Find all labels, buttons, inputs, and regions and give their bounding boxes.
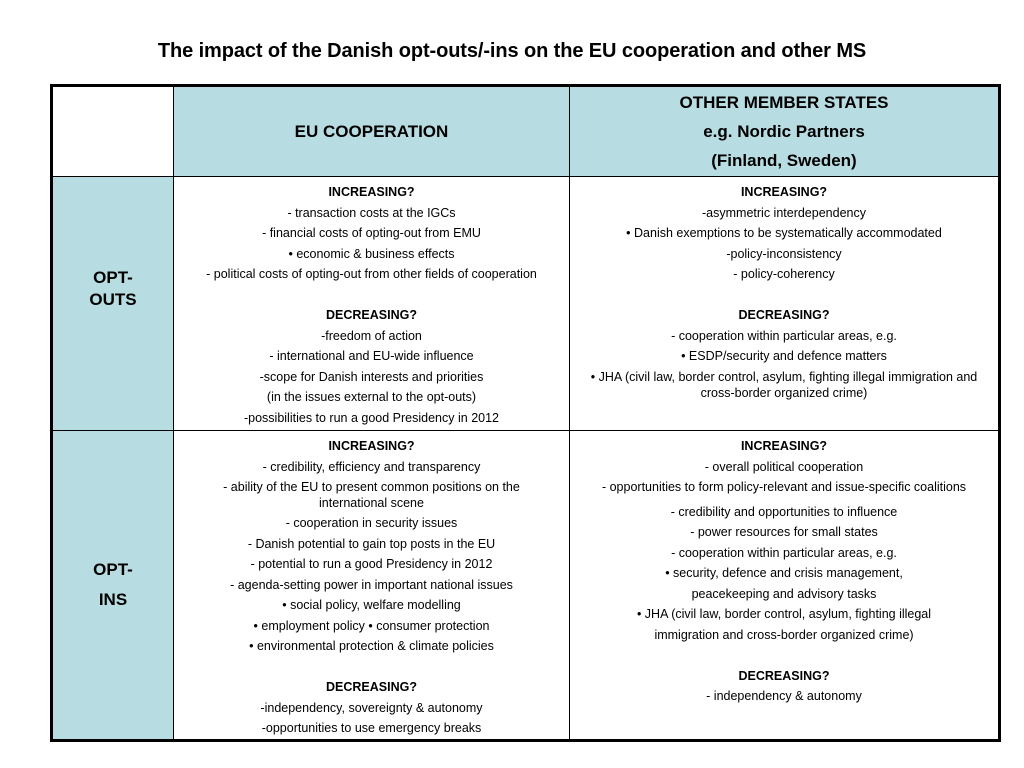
list-item: - overall political cooperation	[704, 459, 864, 474]
list-item: - financial costs of opting-out from EMU	[262, 226, 481, 240]
list-item: • employment policy • consumer protection	[253, 618, 490, 633]
list-item: -asymmetric interdependency	[702, 205, 866, 220]
spacer	[174, 657, 569, 678]
list-item: • ESDP/security and defence matters	[681, 349, 887, 363]
list-item: - credibility, efficiency and transparency	[262, 459, 481, 474]
section-heading: INCREASING?	[328, 185, 415, 199]
opt-outs-label-line-1: OPT-	[93, 268, 133, 287]
other-header-line-2: e.g. Nordic Partners	[703, 122, 865, 141]
opt-outs-label-line-2: OUTS	[89, 290, 137, 309]
corner-cell	[52, 86, 174, 177]
list-item: - opportunities to form policy-relevant and issue-specific coalitions	[601, 480, 967, 494]
slide-title: The impact of the Danish opt-outs/-ins on the EU cooperation and other MS	[157, 40, 867, 62]
list-item: peacekeeping and advisory tasks	[691, 586, 877, 601]
other-member-states-header	[570, 86, 1000, 177]
list-item: - independency & autonomy	[706, 689, 862, 703]
spacer	[570, 645, 998, 666]
list-item: • JHA (civil law, border control, asylum, fighting illegal	[636, 607, 932, 621]
section-heading: INCREASING?	[328, 439, 415, 453]
section-heading: DECREASING?	[326, 680, 417, 694]
list-item: -freedom of action	[321, 328, 422, 343]
list-item: - credibility and opportunities to influence	[670, 504, 898, 519]
list-item: - political costs of opting-out from other fields of cooperation	[206, 267, 537, 281]
list-item: - cooperation in security issues	[285, 516, 458, 530]
list-item: - Danish potential to gain top posts in the EU	[247, 536, 496, 551]
list-item: - power resources for small states	[690, 525, 878, 539]
list-item: -possibilities to run a good Presidency in 2012	[243, 410, 499, 425]
list-item: • Danish exemptions to be systematically accommodated	[626, 226, 942, 240]
list-item: • security, defence and crisis management,	[665, 566, 903, 580]
opt-outs-other-cell	[570, 177, 1000, 431]
other-header-line-1: OTHER MEMBER STATES	[679, 93, 889, 112]
spacer	[570, 285, 998, 306]
list-item: • social policy, welfare modelling	[282, 598, 461, 612]
list-item: • economic & business effects	[288, 246, 455, 261]
eu-cooperation-header: EU COOPERATION	[174, 86, 570, 177]
impact-table	[50, 84, 1001, 742]
list-item: immigration and cross-border organized crime)	[654, 627, 914, 642]
spacer	[174, 285, 569, 306]
section-heading: DECREASING?	[738, 668, 830, 683]
section-heading: INCREASING?	[740, 185, 828, 199]
section-heading: DECREASING?	[326, 308, 417, 322]
list-item: - international and EU-wide influence	[269, 349, 474, 363]
opt-ins-label-line-1: OPT-	[93, 560, 133, 579]
list-item: - cooperation within particular areas, e.g.	[671, 545, 897, 560]
list-item: -opportunities to use emergency breaks	[261, 721, 482, 735]
list-item: - potential to run a good Presidency in 2012	[250, 557, 493, 571]
section-heading: DECREASING?	[738, 308, 830, 322]
list-item: - cooperation within particular areas, e.g.	[671, 328, 897, 343]
list-item: - policy-coherency	[733, 267, 835, 281]
list-item: • environmental protection & climate policies	[249, 639, 494, 653]
list-item: - transaction costs at the IGCs	[287, 205, 456, 220]
opt-ins-row	[52, 431, 1000, 741]
list-item: -independency, sovereignty & autonomy	[260, 700, 483, 715]
list-item: -scope for Danish interests and priorities	[259, 369, 484, 384]
list-item: - agenda-setting power in important national issues	[230, 577, 513, 592]
list-item: -policy-inconsistency	[726, 246, 842, 261]
list-item: • JHA (civil law, border control, asylum, fighting illegal immigration and cross-border organized crime)	[590, 369, 978, 400]
opt-outs-label	[52, 177, 174, 431]
opt-outs-eu-cell	[174, 177, 570, 431]
opt-ins-label-line-2: INS	[98, 590, 128, 609]
opt-outs-row	[52, 177, 1000, 431]
opt-ins-other-cell	[570, 431, 1000, 741]
list-item: (in the issues external to the opt-outs)	[266, 390, 477, 404]
header-row	[52, 86, 1000, 177]
opt-ins-eu-cell	[174, 431, 570, 741]
opt-ins-label	[52, 431, 174, 741]
section-heading: INCREASING?	[740, 439, 828, 453]
list-item: - ability of the EU to present common positions on the international scene	[223, 480, 520, 510]
other-header-line-3: (Finland, Sweden)	[711, 151, 857, 170]
